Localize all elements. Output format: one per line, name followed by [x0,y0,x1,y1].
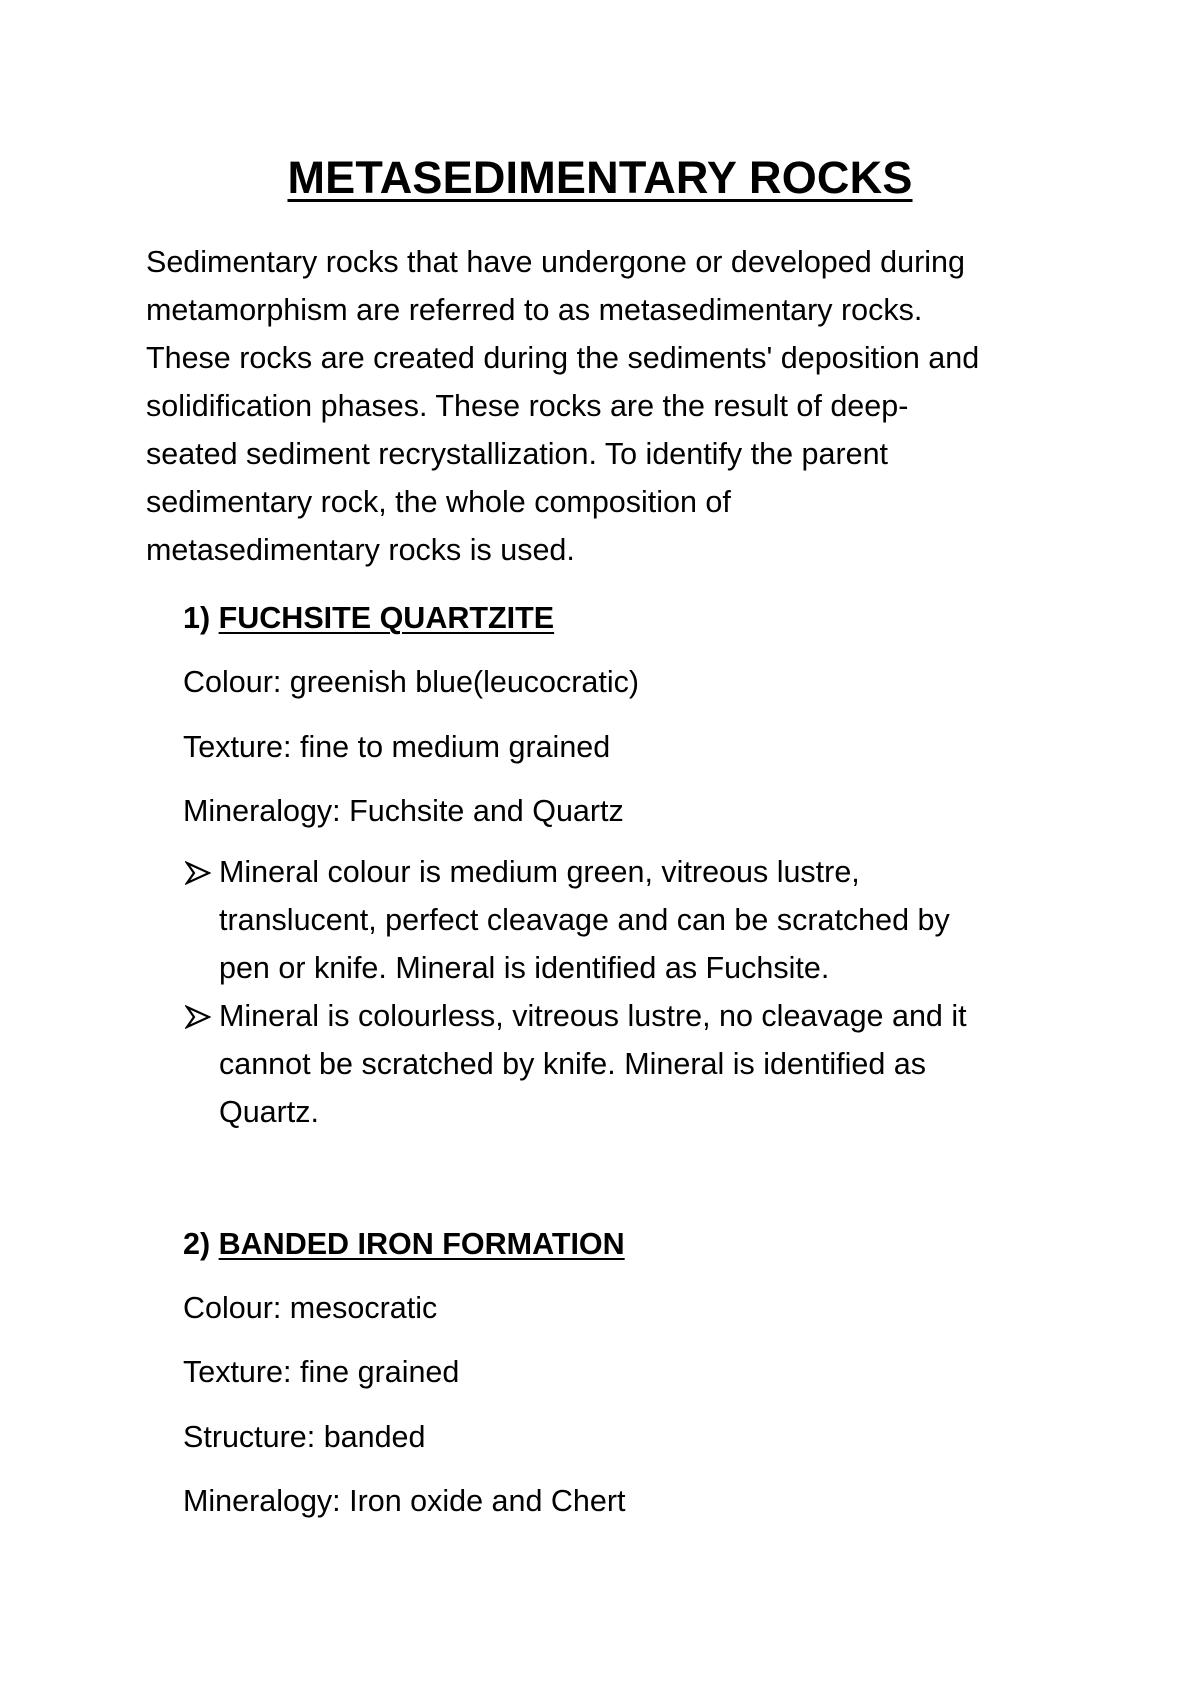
arrowhead-bullet-icon [183,848,219,896]
section-number: 2) [183,1227,211,1261]
property-mineralogy: Mineralogy: Iron oxide and Chert [183,1484,626,1518]
bullet-line: translucent, perfect cleavage and can be scratched by [219,903,950,937]
property-texture: Texture: fine grained [183,1355,460,1389]
arrowhead-bullet-icon [183,992,219,1040]
page-title: METASEDIMENTARY ROCKS [287,152,913,203]
bullet-text [219,848,1063,992]
bullet-line: Mineral colour is medium green, vitreous lustre, [219,855,860,889]
bullet-line: cannot be scratched by knife. Mineral is identified as [219,1047,926,1081]
intro-line: solidification phases. These rocks are the result of deep- [146,389,909,423]
intro-line: seated sediment recrystallization. To identify the parent [146,437,889,471]
bullet-text [219,992,1063,1136]
property-colour: Colour: greenish blue(leucocratic) [183,665,640,699]
section-heading-text: FUCHSITE QUARTZITE [218,601,555,635]
bullet-item-fuchsite [183,848,1063,992]
intro-line: sedimentary rock, the whole composition of [146,485,731,519]
property-colour: Colour: mesocratic [183,1291,438,1325]
intro-line: Sedimentary rocks that have undergone or developed during [146,245,965,279]
property-texture: Texture: fine to medium grained [183,730,611,764]
section-heading-text: BANDED IRON FORMATION [218,1227,625,1261]
section-heading-banded-iron-formation [183,1224,625,1264]
bullet-line: Mineral is colourless, vitreous lustre, no cleavage and it [219,999,967,1033]
section-heading-fuchsite-quartzite [183,598,554,638]
section-number: 1) [183,601,211,635]
intro-line: metasedimentary rocks is used. [146,533,575,567]
intro-paragraph [146,238,1076,574]
bullet-line: Quartz. [219,1095,320,1129]
bullet-item-quartz [183,992,1063,1136]
intro-line: metamorphism are referred to as metasedimentary rocks. [146,293,923,327]
bullet-line: pen or knife. Mineral is identified as Fuchsite. [219,951,830,985]
intro-line: These rocks are created during the sediments' deposition and [146,341,980,375]
property-mineralogy: Mineralogy: Fuchsite and Quartz [183,794,624,828]
property-structure: Structure: banded [183,1420,426,1454]
